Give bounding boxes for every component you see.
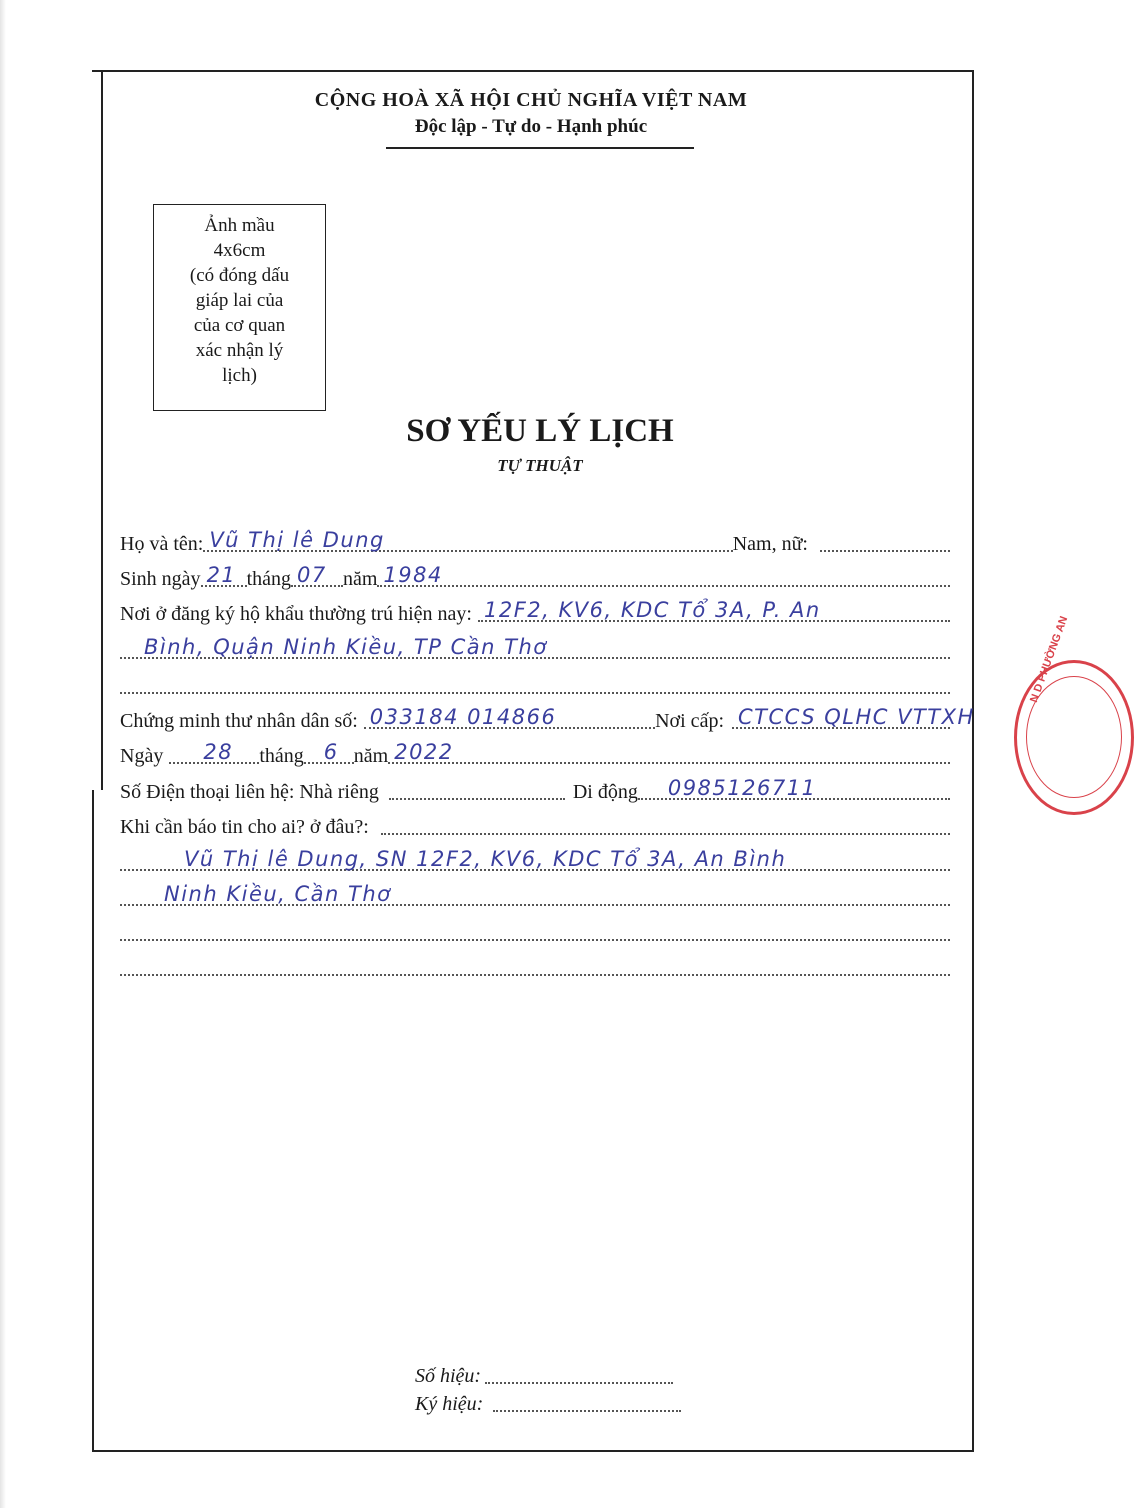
document-subtitle: TỰ THUẬT (497, 456, 583, 475)
contact-field-0[interactable] (381, 811, 950, 835)
photo-placeholder (153, 204, 326, 411)
issue-month-field[interactable] (304, 740, 354, 764)
address-field-3[interactable] (120, 670, 950, 694)
photo-note-line: 4x6cm (213, 240, 266, 261)
issue-day-value: 28 (203, 740, 234, 764)
dob-row (120, 561, 950, 591)
contact-row-1 (120, 845, 950, 875)
ky-hieu-field[interactable] (493, 1388, 681, 1412)
name-label: Họ và tên: (120, 533, 204, 555)
issue-year-value: 2022 (394, 740, 454, 764)
contact-row (120, 809, 950, 839)
nation-heading: CỘNG HOÀ XÃ HỘI CHỦ NGHĨA VIỆT NAM (314, 89, 748, 111)
contact-field-4[interactable] (120, 952, 950, 976)
issue-day-field[interactable] (169, 740, 259, 764)
contact-field-3[interactable] (120, 917, 950, 941)
photo-note-line: Ảnh mầu (204, 215, 275, 236)
issue-date-label: Ngày (120, 745, 164, 767)
address-field-1[interactable] (478, 598, 950, 622)
issued-by-field[interactable] (732, 705, 975, 729)
contact-label: Khi cần báo tin cho ai? ở đâu?: (120, 816, 369, 838)
contact-row-2 (120, 880, 950, 910)
issue-date-row (120, 738, 950, 768)
contact-field-2[interactable] (120, 882, 950, 906)
name-row (120, 526, 950, 556)
stamp-text: N D PHƯỜNG AN (1028, 614, 1071, 705)
document-title: SƠ YẾU LÝ LỊCH (406, 413, 674, 449)
so-hieu-field[interactable] (485, 1360, 673, 1384)
dob-month-field[interactable] (291, 563, 343, 587)
dob-year-label: năm (343, 568, 378, 590)
contact-value-2: Ninh Kiều, Cần Thơ (164, 882, 392, 906)
contact-field-1[interactable] (120, 847, 950, 871)
photo-note-line: giáp lai của (195, 290, 284, 311)
dob-month-label: tháng (246, 568, 291, 590)
dob-day-field[interactable] (201, 563, 247, 587)
issue-month-label: tháng (259, 745, 304, 767)
address-field-2[interactable] (120, 635, 950, 659)
photo-note-line: (có đóng dấu (189, 265, 290, 286)
motto: Độc lập - Tự do - Hạnh phúc (414, 116, 648, 137)
issue-month-value: 6 (323, 740, 339, 764)
mobile-value: 0985126711 (667, 776, 817, 800)
ky-hieu-row (415, 1388, 681, 1416)
id-label: Chứng minh thư nhân dân số: (120, 710, 358, 732)
contact-value-1: Vũ Thị lê Dung, SN 12F2, KV6, KDC Tổ 3A, An Bình (184, 847, 787, 871)
photo-note-line: xác nhận lý (195, 340, 284, 361)
address-value-1: 12F2, KV6, KDC Tổ 3A, P. An (483, 598, 821, 622)
motto-underline (386, 147, 694, 149)
dob-year-value: 1984 (383, 563, 443, 587)
id-row (120, 703, 975, 733)
address-value-2: Bình, Quận Ninh Kiều, TP Cần Thơ (144, 635, 548, 659)
scan-edge (0, 0, 6, 1508)
dob-label: Sinh ngày (120, 568, 201, 590)
name-field[interactable] (203, 528, 732, 552)
id-field[interactable] (364, 705, 655, 729)
address-row-3 (120, 668, 950, 698)
phone-label: Số Điện thoại liên hệ: Nhà riêng (120, 781, 379, 803)
frame-left-border-lower (92, 790, 94, 1452)
issued-by-value: CTCCS QLHC VTTXH (738, 705, 975, 729)
address-row (120, 596, 950, 626)
contact-row-3 (120, 915, 950, 945)
dob-day-value: 21 (206, 563, 237, 587)
address-row-2 (120, 633, 950, 663)
address-label: Nơi ở đăng ký hộ khẩu thường trú hiện nay: (120, 603, 472, 625)
dob-year-field[interactable] (377, 563, 950, 587)
id-value: 033184 014866 (369, 705, 557, 729)
photo-note-line: lịch) (222, 365, 257, 386)
mobile-field[interactable] (638, 776, 950, 800)
contact-row-4 (120, 950, 950, 980)
issued-by-label: Nơi cấp: (655, 710, 724, 732)
issue-year-label: năm (353, 745, 389, 767)
gender-field[interactable] (820, 528, 950, 552)
dob-month-value: 07 (297, 563, 327, 587)
photo-note-line: của cơ quan (193, 315, 286, 336)
issue-year-field[interactable] (388, 740, 950, 764)
gender-label: Nam, nữ: (732, 533, 808, 555)
name-value: Vũ Thị lê Dung (209, 528, 385, 552)
so-hieu-row (415, 1360, 673, 1388)
so-hieu-label: Số hiệu: (415, 1365, 482, 1387)
phone-row (120, 774, 950, 804)
ky-hieu-label: Ký hiệu: (415, 1393, 484, 1415)
mobile-label: Di động (572, 781, 638, 803)
home-phone-field[interactable] (389, 776, 565, 800)
